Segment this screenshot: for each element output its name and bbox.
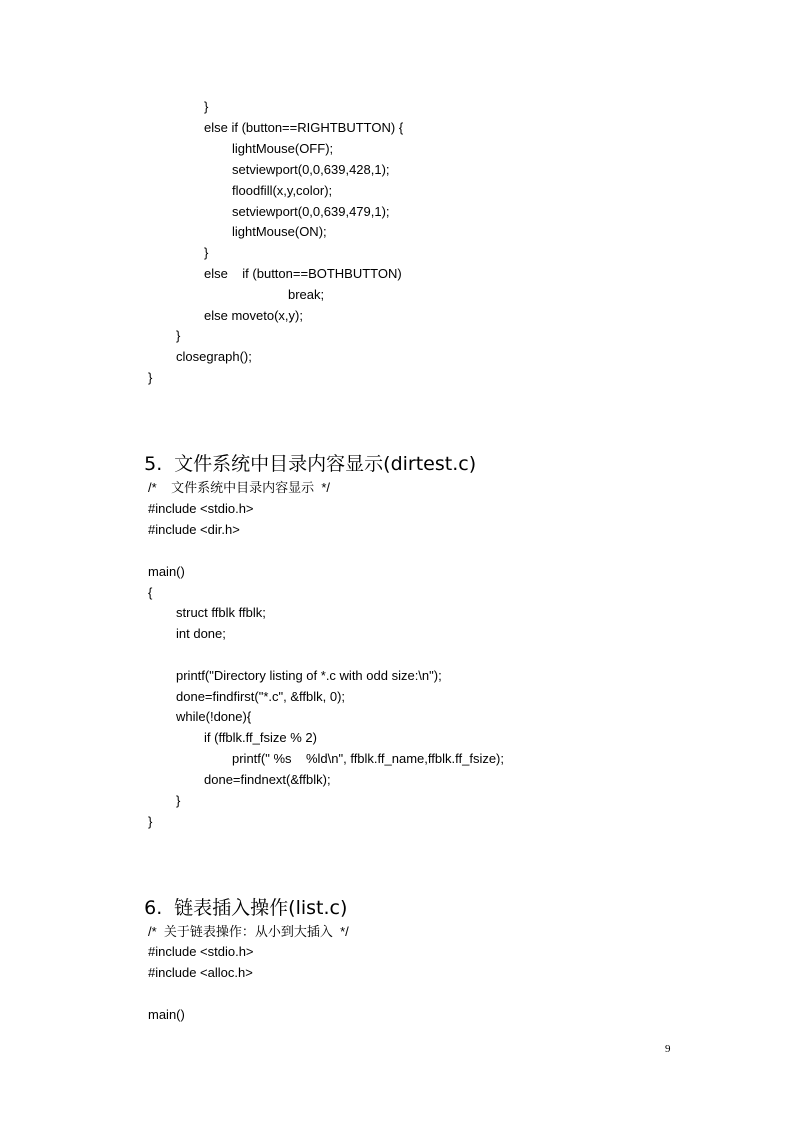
code-line: break; (288, 287, 325, 302)
section-number: 6. (144, 897, 163, 919)
code-line: done=findfirst("*.c", &ffblk, 0); (176, 689, 346, 704)
code-line: floodfill(x,y,color); (232, 183, 333, 198)
code-line: } (204, 245, 209, 260)
code-line: #include <stdio.h> (148, 944, 254, 959)
code-line: } (148, 370, 153, 385)
code-comment: /* 文件系统中目录内容显示 */ (148, 480, 331, 495)
code-line: struct ffblk ffblk; (176, 605, 266, 620)
section-title: 链表插入操作(list.c) (174, 897, 348, 919)
code-line: } (204, 99, 209, 114)
code-line: else if (button==RIGHTBUTTON) { (204, 120, 404, 135)
code-line: } (176, 793, 181, 808)
code-line: if (ffblk.ff_fsize % 2) (204, 730, 317, 745)
code-line: #include <stdio.h> (148, 501, 254, 516)
code-line: main() (148, 1007, 185, 1022)
code-line: while(!done){ (176, 709, 252, 724)
page-number: 9 (665, 1043, 671, 1055)
code-line: { (148, 585, 153, 600)
section-number: 5. (144, 453, 163, 475)
code-line: printf(" %s %ld\n", ffblk.ff_name,ffblk.ff_fsize); (232, 751, 504, 766)
code-line: lightMouse(ON); (232, 224, 327, 239)
code-line: } (176, 328, 181, 343)
code-line: printf("Directory listing of *.c with odd size:\n"); (176, 668, 442, 683)
code-line: lightMouse(OFF); (232, 141, 334, 156)
code-line: } (148, 814, 153, 829)
code-line: else if (button==BOTHBUTTON) (204, 266, 402, 281)
code-comment: /* 关于链表操作：从小到大插入 */ (148, 924, 349, 939)
code-line: setviewport(0,0,639,479,1); (232, 204, 390, 219)
code-line: setviewport(0,0,639,428,1); (232, 162, 390, 177)
code-line: main() (148, 564, 185, 579)
code-line: #include <dir.h> (148, 522, 240, 537)
code-line: #include <alloc.h> (148, 965, 253, 980)
section-title: 文件系统中目录内容显示(dirtest.c) (174, 453, 477, 475)
code-line: int done; (176, 626, 226, 641)
code-line: done=findnext(&ffblk); (204, 772, 331, 787)
code-line: else moveto(x,y); (204, 308, 303, 323)
code-line: closegraph(); (176, 349, 252, 364)
